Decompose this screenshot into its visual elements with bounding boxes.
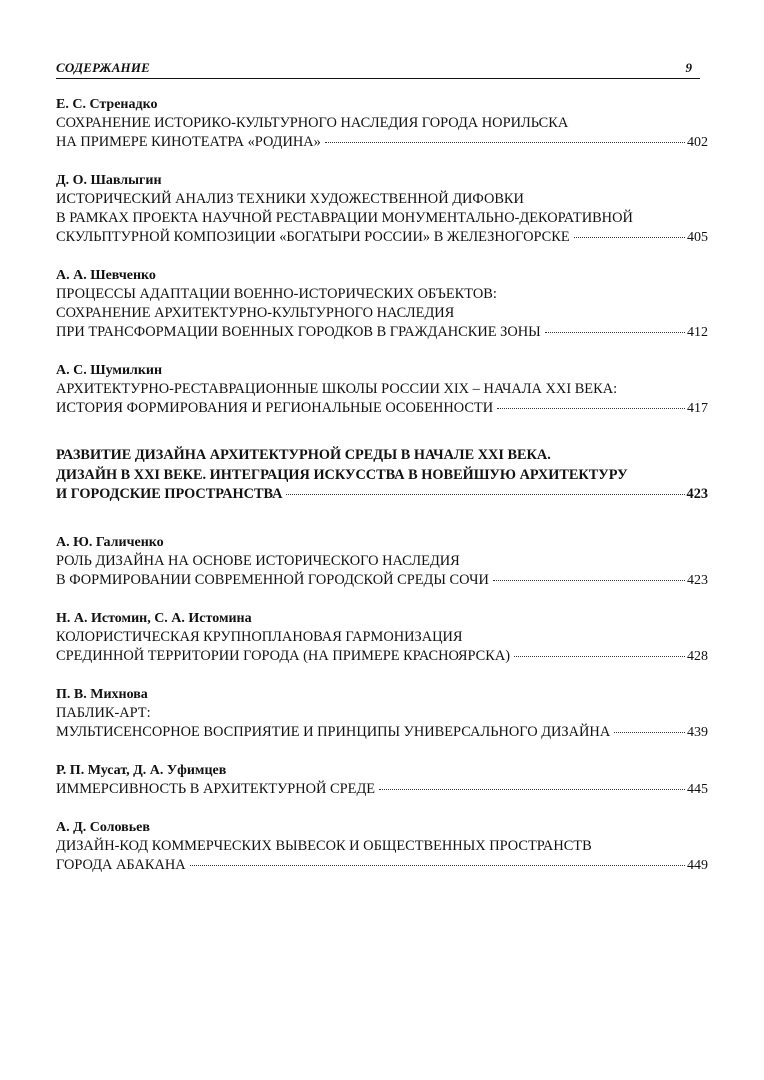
entry-page-number: 402 [687, 135, 708, 150]
entry-title-line: СРЕДИННОЙ ТЕРРИТОРИИ ГОРОДА (НА ПРИМЕРЕ КРАСНОЯРСКА) [56, 647, 511, 664]
toc-entry[interactable] [56, 95, 708, 152]
toc-entry[interactable] [56, 266, 708, 342]
entry-title-line: В РАМКАХ ПРОЕКТА НАУЧНОЙ РЕСТАВРАЦИИ МОНУМЕНТАЛЬНО-ДЕКОРАТИВНОЙ [56, 210, 633, 226]
toc-entry[interactable] [56, 361, 708, 418]
entry-author: А. Ю. Галиченко [56, 534, 164, 550]
entry-author: А. С. Шумилкин [56, 363, 163, 378]
entry-title-line: РОЛЬ ДИЗАЙНА НА ОСНОВЕ ИСТОРИЧЕСКОГО НАСЛЕДИЯ [56, 552, 460, 569]
table-of-contents [56, 95, 708, 894]
entry-page-number: 417 [687, 401, 708, 416]
dot-leader [325, 141, 685, 143]
entry-author: Р. П. Мусат, Д. А. Уфимцев [56, 762, 227, 778]
section-title-line: ДИЗАЙН В XXI ВЕКЕ. ИНТЕГРАЦИЯ ИСКУССТВА В НОВЕЙШУЮ АРХИТЕКТУРУ [56, 466, 628, 483]
toc-section-heading[interactable] [56, 446, 708, 505]
entry-author: П. В. Михнова [56, 686, 148, 702]
dot-leader [497, 407, 685, 409]
dot-leader [545, 331, 685, 333]
entry-author: Н. А. Истомин, С. А. Истомина [56, 610, 252, 626]
entry-title-line: ИММЕРСИВНОСТЬ В АРХИТЕКТУРНОЙ СРЕДЕ [56, 780, 376, 797]
entry-author: Е. С. Стренадко [56, 97, 158, 112]
entry-title-last-line [56, 228, 708, 247]
dot-leader [379, 788, 685, 790]
section-page-number: 423 [686, 486, 708, 502]
entry-page-number: 445 [687, 781, 708, 797]
entry-page-number: 428 [687, 648, 708, 664]
entry-page-number: 405 [687, 230, 708, 245]
entry-page-number: 423 [687, 572, 708, 588]
section-title-last-line [56, 485, 708, 505]
dot-leader [190, 864, 685, 866]
section-title-line: РАЗВИТИЕ ДИЗАЙНА АРХИТЕКТУРНОЙ СРЕДЫ В НАЧАЛЕ XXI ВЕКА. [56, 447, 551, 463]
entry-title-line: ПРИ ТРАНСФОРМАЦИИ ВОЕННЫХ ГОРОДКОВ В ГРАЖДАНСКИЕ ЗОНЫ [56, 324, 541, 340]
entry-page-number: 439 [687, 724, 708, 740]
entry-title-last-line [56, 723, 708, 742]
dot-leader [614, 731, 685, 733]
entry-title-line: В ФОРМИРОВАНИИ СОВРЕМЕННОЙ ГОРОДСКОЙ СРЕДЫ СОЧИ [56, 571, 489, 588]
entry-title-line: ДИЗАЙН-КОД КОММЕРЧЕСКИХ ВЫВЕСОК И ОБЩЕСТВЕННЫХ ПРОСТРАНСТВ [56, 837, 592, 854]
entry-title-line: МУЛЬТИСЕНСОРНОЕ ВОСПРИЯТИЕ И ПРИНЦИПЫ УНИВЕРСАЛЬНОГО ДИЗАЙНА [56, 723, 611, 740]
entry-author: Д. О. Шавлыгин [56, 173, 162, 188]
entry-title-line: СОХРАНЕНИЕ АРХИТЕКТУРНО-КУЛЬТУРНОГО НАСЛЕДИЯ [56, 305, 455, 321]
entry-title-line: НА ПРИМЕРЕ КИНОТЕАТРА «РОДИНА» [56, 134, 321, 150]
toc-entry[interactable] [56, 171, 708, 247]
entry-page-number: 412 [687, 325, 708, 340]
entry-title-line: ИСТОРИЯ ФОРМИРОВАНИЯ И РЕГИОНАЛЬНЫЕ ОСОБЕННОСТИ [56, 400, 494, 416]
entry-title-line: ГОРОДА АБАКАНА [56, 856, 186, 873]
entry-title-line: АРХИТЕКТУРНО-РЕСТАВРАЦИОННЫЕ ШКОЛЫ РОССИИ XIX – НАЧАЛА XXI ВЕКА: [56, 381, 618, 397]
entry-title-last-line [56, 647, 708, 666]
dot-leader [493, 579, 685, 581]
dot-leader [514, 655, 685, 657]
entry-author: А. Д. Соловьев [56, 819, 150, 835]
toc-entry[interactable] [56, 533, 708, 590]
entry-title-line: СКУЛЬПТУРНОЙ КОМПОЗИЦИИ «БОГАТЫРИ РОССИИ» В ЖЕЛЕЗНОГОРСКЕ [56, 229, 570, 245]
dot-leader [286, 493, 684, 495]
page-header [56, 60, 700, 79]
toc-group-b [56, 533, 708, 875]
toc-entry[interactable] [56, 761, 708, 799]
entry-title-line: ПРОЦЕССЫ АДАПТАЦИИ ВОЕННО-ИСТОРИЧЕСКИХ ОБЪЕКТОВ: [56, 286, 497, 302]
dot-leader [574, 236, 685, 238]
toc-entry[interactable] [56, 685, 708, 742]
entry-title-last-line [56, 856, 708, 875]
entry-title-last-line [56, 571, 708, 590]
page-number: 9 [685, 60, 692, 75]
entry-title-line: ИСТОРИЧЕСКИЙ АНАЛИЗ ТЕХНИКИ ХУДОЖЕСТВЕННОЙ ДИФОВКИ [56, 191, 524, 207]
toc-entry[interactable] [56, 609, 708, 666]
running-title: СОДЕРЖАНИЕ [56, 60, 151, 75]
entry-title-last-line [56, 399, 708, 418]
entry-title-last-line [56, 323, 708, 342]
entry-title-last-line [56, 133, 708, 152]
entry-title-last-line [56, 780, 708, 799]
entry-author: А. А. Шевченко [56, 268, 156, 283]
section-title-line: И ГОРОДСКИЕ ПРОСТРАНСТВА [56, 486, 283, 502]
entry-title-line: СОХРАНЕНИЕ ИСТОРИКО-КУЛЬТУРНОГО НАСЛЕДИЯ ГОРОДА НОРИЛЬСКА [56, 115, 569, 131]
toc-entry[interactable] [56, 818, 708, 875]
entry-page-number: 449 [687, 857, 708, 873]
entry-title-line: КОЛОРИСТИЧЕСКАЯ КРУПНОПЛАНОВАЯ ГАРМОНИЗАЦИЯ [56, 628, 463, 645]
entry-title-line: ПАБЛИК-АРТ: [56, 704, 151, 721]
toc-group-a [56, 95, 708, 418]
